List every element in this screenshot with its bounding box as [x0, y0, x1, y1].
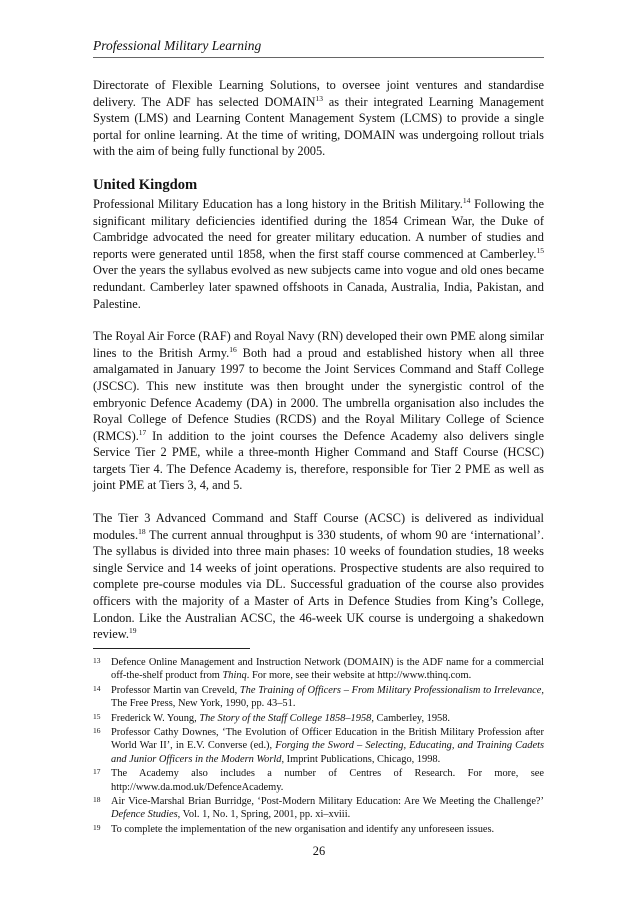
footnote-text: [111, 684, 544, 711]
text: . For more, see their website at http://www.thinq.com.: [246, 670, 472, 682]
footnote-ref[interactable]: 17: [138, 427, 147, 437]
body-text: [93, 77, 544, 659]
footnote-text: [111, 795, 544, 822]
footnote-number: 16: [93, 726, 101, 736]
footnote-number: 17: [93, 767, 101, 777]
text: Over the years the syllabus evolved as new subjects came into vogue and old ones became redundant. Camberley later spawned offshoots in Canada, Australia, India, Pakistan, and Palestine.: [93, 263, 544, 311]
footnote: [93, 795, 544, 822]
footnote-ref[interactable]: 16: [229, 344, 237, 354]
footnote-ref[interactable]: 18: [138, 526, 146, 536]
text: , Camberley, 1958.: [371, 712, 451, 724]
text: Directorate of Flexible Learning Solutions, to oversee joint ventures and standardise delivery. The ADF has selected DOMAIN: [93, 78, 544, 109]
footnote-text: [111, 726, 544, 766]
footnote-text: [111, 656, 544, 683]
italic-text: Defence Studies: [111, 809, 178, 821]
text: Frederick W. Young,: [111, 712, 200, 724]
paragraph: [93, 77, 544, 160]
italic-text: The Story of the Staff College 1858–1958: [199, 712, 372, 724]
text: The current annual throughput is 330 students, of whom 90 are ‘international’. The syllabus is divided into three main phases: 10 weeks of foundation studies, 18 weeks single Service and 14 weeks of joint operations. Prospective students are also required to complete pre-course modules via DL. Successful graduation of the course also provides officers with the majority of a Master of Arts in Defence Studies from King’s College, London. Like the Australian ACSC, the 46-week UK course is undergoing a shakedown review.: [93, 527, 544, 642]
footnote: [93, 656, 544, 683]
italic-text: Forging the Sword – Selecting, Educating, and Training Cadets and Junior Officers in the Modern World: [111, 740, 545, 765]
text: Professor Martin van Creveld,: [111, 684, 240, 696]
paragraph: [93, 196, 544, 312]
footnote: [93, 767, 544, 794]
text: Following the significant military deficiencies identified during the 1854 Crimean War, the Duke of Cambridge advocated the need for greater military education. A number of studies and reports were generated until 1858, when the first staff course commenced at Camberley.: [93, 196, 545, 261]
footnote-ref[interactable]: 15: [536, 245, 544, 255]
footnote-number: 19: [93, 822, 101, 832]
footnote-number: 15: [93, 711, 101, 721]
text: The Tier 3 Advanced Command and Staff Course (ACSC) is delivered as individual modules.: [93, 511, 544, 542]
italic-text: The Training of Officers – From Military Professionalism to Irrelevance: [239, 684, 542, 696]
footnote-ref[interactable]: 13: [315, 93, 323, 103]
footnotes: [93, 656, 544, 837]
footnote-ref[interactable]: 19: [129, 626, 137, 636]
footnote-number: 13: [93, 656, 101, 665]
footnote: [93, 726, 544, 766]
text: , Vol. 1, No. 1, Spring, 2001, pp. xi–xviii.: [177, 809, 351, 821]
text: Professional Military Education has a long history in the British Military.: [93, 196, 463, 211]
text: Professor Cathy Downes, ‘The Evolution of Officer Education in the British Military Profession after World War II’, in E.V. Converse (ed.),: [111, 727, 544, 752]
text: , The Free Press, New York, 1990, pp. 43–51.: [111, 684, 544, 710]
italic-text: Thinq: [222, 670, 247, 682]
footnote-text: [111, 712, 544, 725]
running-header: Professional Military Learning: [93, 38, 544, 58]
footnote-number: 18: [93, 795, 101, 805]
text: as their integrated Learning Management System (LMS) and Learning Content Management System (LCMS) to provide a single portal for online learning. At the time of writing, DOMAIN was undergoing rollout trials with the aim of being fully functional by 2005.: [93, 94, 544, 159]
text: The Royal Air Force (RAF) and Royal Navy (RN) developed their own PME along similar lines to the British Army.: [93, 329, 544, 360]
text: In addition to the joint courses the Defence Academy also delivers single Service Tier 2 PME, while a three-month Higher Command and Staff Course (HCSC) targets Tier 4. The Defence Academy is, therefore, responsible for Tier 2 PME as well as joint PME at Tiers 3, 4, and 5.: [93, 428, 544, 493]
page-number: 26: [312, 844, 326, 858]
footnote: [93, 823, 544, 836]
footnote: [93, 712, 544, 725]
paragraph: [93, 510, 544, 643]
footnote: [93, 684, 544, 711]
section-heading: United Kingdom: [93, 176, 198, 193]
footnote-text: To complete the implementation of the new organisation and identify any unforeseen issues.: [111, 823, 495, 835]
footnote-divider: [93, 648, 250, 649]
text: Defence Online Management and Instruction Network (DOMAIN) is the ADF name for a commercial off-the-shelf product from: [111, 657, 544, 682]
paragraph: [93, 328, 544, 494]
text: Air Vice-Marshal Brian Burridge, ‘Post-Modern Military Education: Are We Meeting the Challenge?’: [111, 796, 544, 808]
footnote-ref[interactable]: 14: [462, 195, 471, 205]
footnote-text: The Academy also includes a number of Centres of Research. For more, see http://www.da.mod.uk/DefenceAcademy.: [111, 768, 544, 793]
footnote-number: 14: [93, 683, 101, 693]
text: Both had a proud and established history when all three amalgamated in January 1997 to become the Joint Services Command and Staff College (JSCSC). This new institute was then brought under the synergistic control of the embryonic Defence Academy (DA) in 2000. The umbrella organisation also includes the Royal College of Defence Studies (RCDS) and the Royal Military College of Science (RMCS).: [93, 345, 544, 443]
text: , Imprint Publications, Chicago, 1998.: [281, 753, 441, 765]
